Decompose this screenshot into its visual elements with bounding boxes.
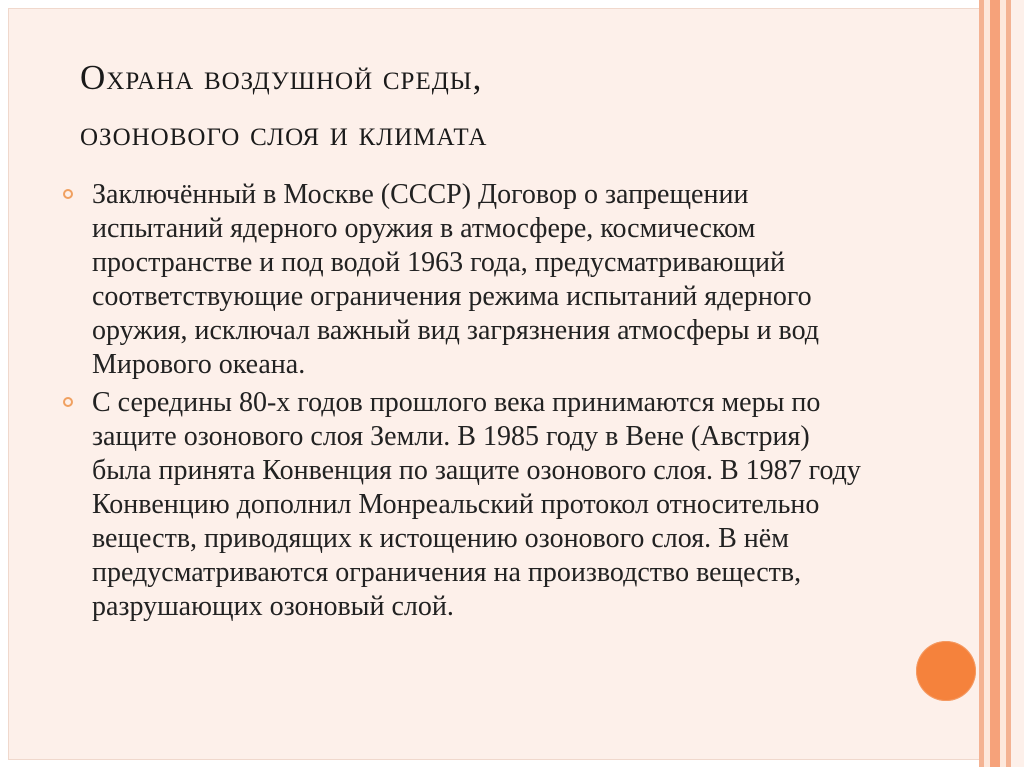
- title-line-2: озонового слоя и климата: [80, 114, 488, 153]
- list-item: [60, 178, 875, 382]
- stripe: [990, 0, 1000, 767]
- orange-circle-icon: [916, 641, 976, 701]
- bullet-text: С середины 80-х годов прошлого века принимаются меры по защите озонового слоя Земли. В 1985 году в Вене (Австрия) была принята Конвенция по защите озонового слоя. В 1987 году Конвенцию дополнил Монреальский протокол относительно веществ, приводящих к истощению озонового слоя. В нём предусматриваются ограничения на производство веществ, разрушающих озоновый слой.: [92, 387, 861, 622]
- bullet-list: [60, 178, 875, 628]
- ring-bullet-icon: [63, 397, 73, 407]
- ring-bullet-icon: [63, 189, 73, 199]
- title-line-1: Охрана воздушной среды,: [80, 58, 483, 97]
- slide-title: [80, 50, 900, 162]
- decorative-stripes: [979, 0, 1024, 767]
- list-item: [60, 386, 875, 624]
- bullet-text: Заключённый в Москве (СССР) Договор о запрещении испытаний ядерного оружия в атмосфере, космическом пространстве и под водой 1963 года, предусматривающий соответствующие ограничения режима испытаний ядерного оружия, исключал важный вид загрязнения атмосферы и вод Мирового океана.: [92, 179, 820, 380]
- stripe: [1011, 0, 1024, 767]
